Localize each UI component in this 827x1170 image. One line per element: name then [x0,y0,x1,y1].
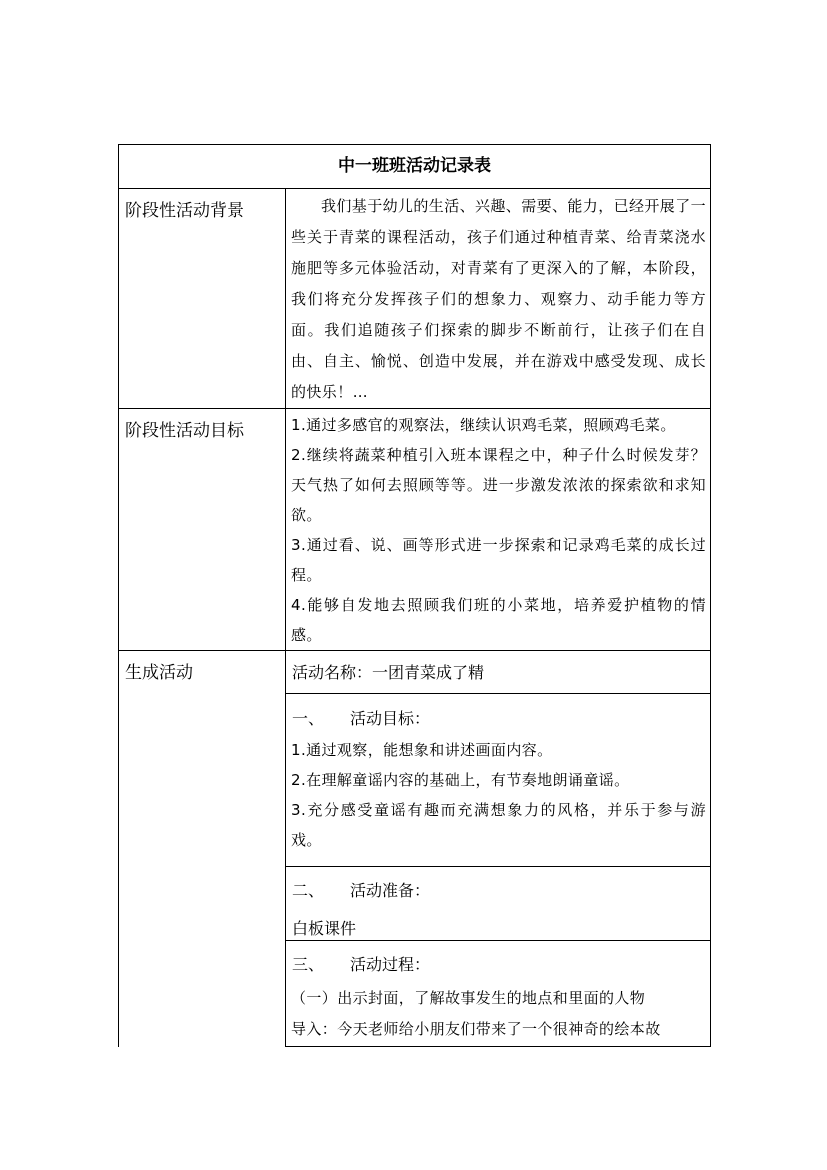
goals-row [119,409,711,651]
objective-item: 2.在理解童谣内容的基础上，有节奏地朗诵童谣。 [291,771,630,789]
background-row [119,189,711,409]
objective-item: 1.通过观察，能想象和讲述画面内容。 [291,741,553,759]
objectives-list [286,729,710,855]
goal-item: 2.继续将蔬菜种植引入班本课程之中，种子什么时候发芽？天气热了如何去照顾等等。进一步激发浓浓的探索欲和求知欲。 [291,446,706,524]
activity-record-table [118,144,711,1047]
objective-item: 3.充分感受童谣有趣而充满想象力的风格，并乐于参与游戏。 [291,801,706,849]
generated-activity-row [119,651,711,694]
objectives-heading [286,694,710,729]
generated-label-cell [119,651,286,1047]
process-lines [286,975,710,1045]
preparation-number: 二、 [292,881,325,900]
goals-label-cell [119,409,286,651]
goal-item: 4.能够自发地去照顾我们班的小菜地，培养爱护植物的情感。 [291,596,706,644]
preparation-cell [286,867,711,941]
goal-item: 1.通过多感官的观察法，继续认识鸡毛菜，照顾鸡毛菜。 [291,416,676,434]
preparation-title: 活动准备： [350,881,431,900]
preparation-heading [286,867,710,901]
goals-list [286,409,710,650]
activity-name: 活动名称：一团青菜成了精 [292,663,485,682]
objectives-cell [286,694,711,867]
title-row [119,145,711,189]
process-heading [286,941,710,975]
background-text-cell [286,189,711,409]
process-title: 活动过程： [350,955,431,974]
background-label: 阶段性活动背景 [125,201,244,221]
process-line: （一）出示封面，了解故事发生的地点和里面的人物 [291,989,646,1007]
process-cell [286,941,711,1047]
generated-label: 生成活动 [125,663,193,683]
process-line: 导入：今天老师给小朋友们带来了一个很神奇的绘本故 [291,1020,661,1038]
objectives-title: 活动目标： [350,709,431,728]
preparation-text: 白板课件 [292,919,357,938]
background-label-cell [119,189,286,409]
objectives-number: 一、 [292,709,325,728]
goals-text-cell [286,409,711,651]
activity-name-cell [286,651,711,694]
goal-item: 3.通过看、说、画等形式进一步探索和记录鸡毛菜的成长过程。 [291,536,706,584]
table-title: 中一班班活动记录表 [119,145,711,189]
background-text-wrap [286,189,710,408]
goals-label: 阶段性活动目标 [125,421,244,441]
process-number: 三、 [292,955,325,974]
background-text: 我们基于幼儿的生活、兴趣、需要、能力，已经开展了一些关于青菜的课程活动，孩子们通过种植青菜、给青菜浇水施肥等多元体验活动，对青菜有了更深入的了解，本阶段，我们将充分发挥孩子们的想象力、观察力、动手能力等方面。我们追随孩子们探索的脚步不断前行，让孩子们在自由、自主、愉悦、创造中发展，并在游戏中感受发现、成长的快乐！… [291,197,707,401]
